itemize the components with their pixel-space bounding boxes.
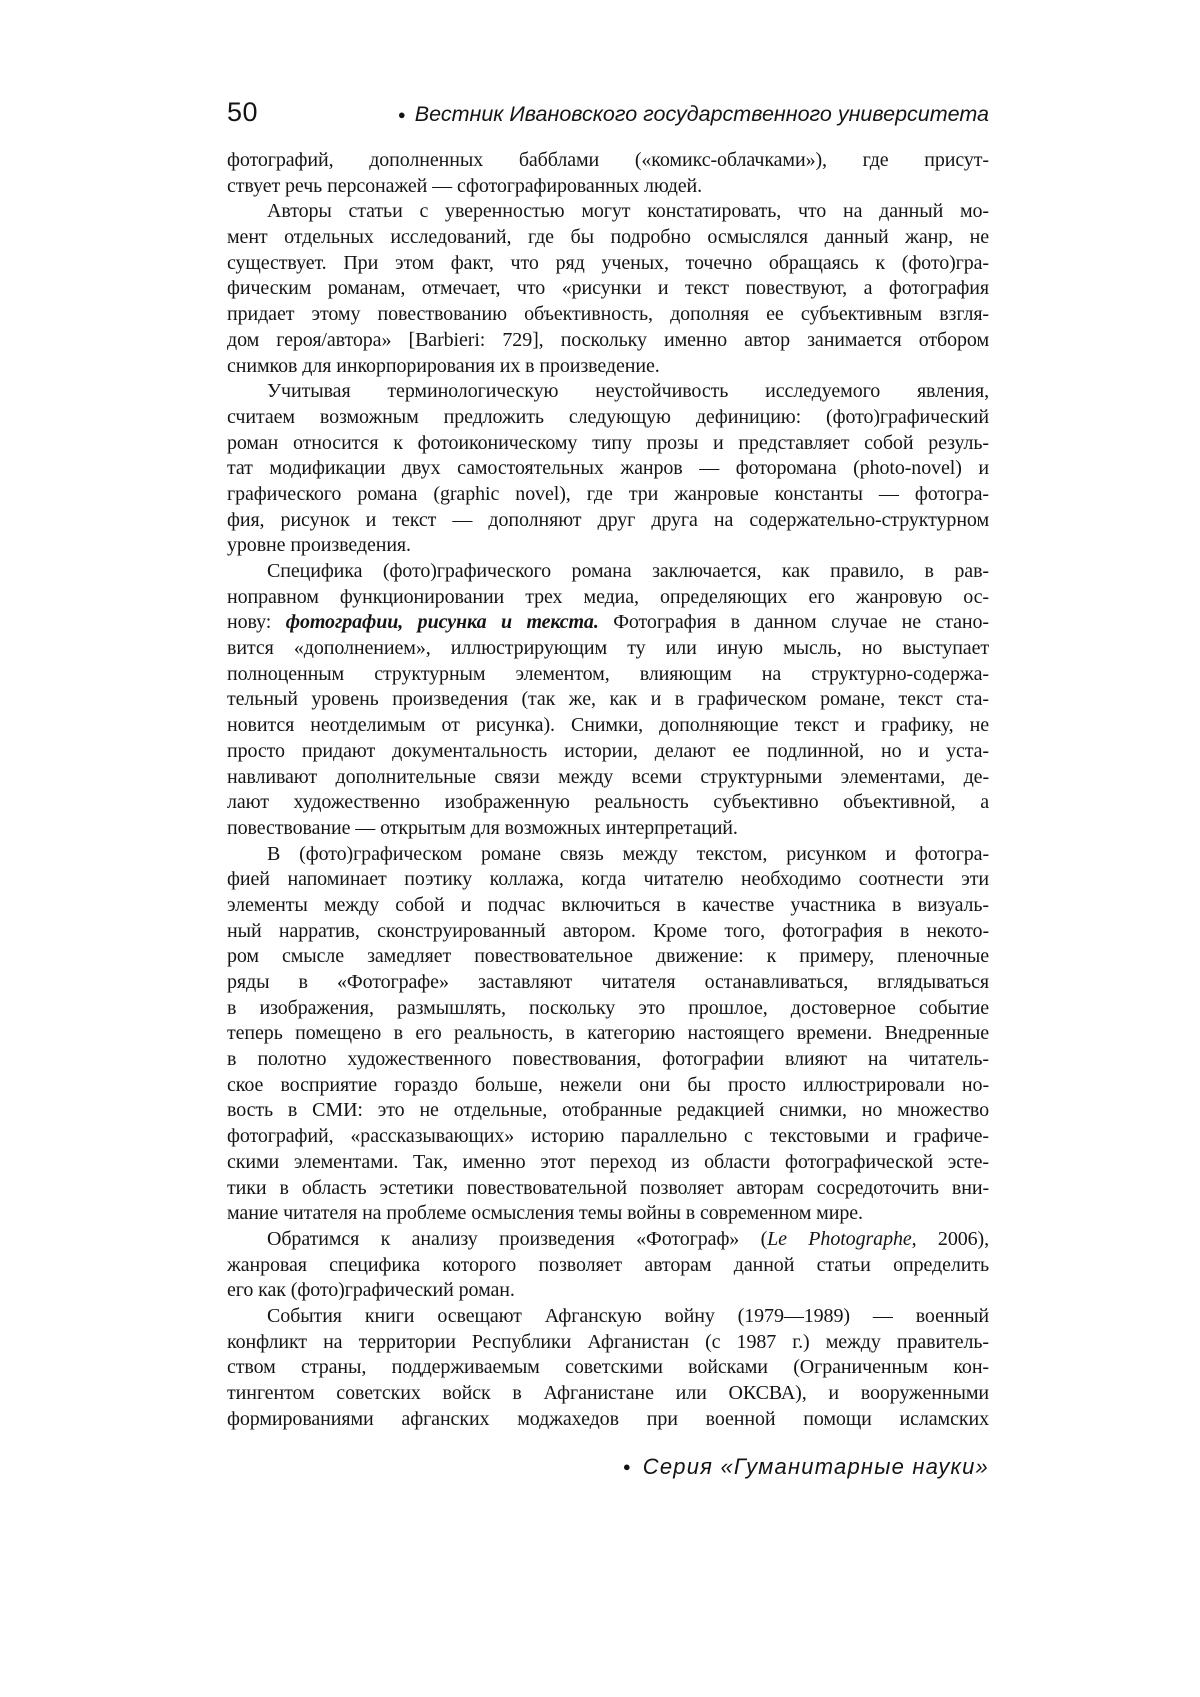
text-segment: Учитывая терминологическую неустойчивость исследуемого явления, — [267, 380, 989, 403]
text-segment: тат модификации двух самостоятельных жанров — фоторомана (photo-novel) и — [227, 457, 989, 480]
text-segment: вость в СМИ: это не отдельные, отобранные редакцией снимки, но множество — [227, 1099, 989, 1122]
text-segment: в изображения, размышлять, поскольку это прошлое, достоверное событие — [227, 996, 989, 1019]
text-line — [227, 199, 989, 225]
text-line — [227, 1098, 989, 1124]
text-line — [227, 431, 989, 457]
text-segment: , 2006), — [911, 1227, 989, 1250]
text-line — [227, 276, 989, 302]
text-line — [227, 1330, 989, 1356]
text-line — [227, 148, 989, 174]
bullet-icon: ● — [622, 1459, 631, 1474]
text-line — [227, 1176, 989, 1202]
text-line — [227, 328, 989, 354]
text-segment: ское восприятие гораздо больше, нежели они бы просто иллюстрировали но- — [227, 1073, 989, 1096]
text-line — [227, 1304, 989, 1330]
text-segment: дом героя/автора» [Barbieri: 729], поскольку именно автор занимается отбором — [227, 328, 989, 351]
text-segment: в полотно художественного повествования, фотографии влияют на читатель- — [227, 1048, 989, 1071]
text-segment: элементы между собой и подчас включиться в качестве участника в визуаль- — [227, 893, 989, 916]
text-segment: придает этому повествованию объективность, дополняя ее субъективным взгля- — [227, 303, 989, 326]
text-line — [227, 251, 989, 277]
text-segment: фия, рисунок и текст — дополняют друг друга на содержательно-структурном — [227, 508, 989, 531]
text-line — [227, 1278, 989, 1304]
text-segment: ствует речь персонажей — сфотографированных людей. — [227, 174, 703, 197]
text-line — [227, 1201, 989, 1227]
text-line — [227, 713, 989, 739]
text-line — [227, 739, 989, 765]
text-segment: роман относится к фотоиконическому типу прозы и представляет собой резуль- — [227, 431, 989, 454]
text-line — [227, 1253, 989, 1279]
text-segment: повествование — открытым для возможных интерпретаций. — [227, 816, 738, 839]
text-segment: тики в область эстетики повествовательной позволяет авторам сосредоточить вни- — [227, 1176, 989, 1199]
text-line — [227, 1124, 989, 1150]
text-line — [227, 1150, 989, 1176]
text-line — [227, 662, 989, 688]
text-line — [227, 1355, 989, 1381]
text-line — [227, 636, 989, 662]
text-line — [227, 533, 989, 559]
text-line — [227, 482, 989, 508]
emphasis-bold-italic: фотографии, рисунка и текста. — [285, 611, 599, 634]
text-segment: нову: — [227, 611, 286, 634]
emphasis-italic: Le Photographe — [767, 1227, 912, 1250]
text-line — [227, 970, 989, 996]
text-segment: графического романа (graphic novel), где три жанровые константы — фотогра- — [227, 482, 989, 505]
text-line — [227, 996, 989, 1022]
text-segment: Специфика (фото)графического романа заключается, как правило, в рав- — [267, 560, 989, 582]
text-line — [227, 456, 989, 482]
text-line — [227, 405, 989, 431]
header-title-text: Вестник Ивановского государственного университета — [414, 102, 989, 126]
text-segment: В (фото)графическом романе связь между текстом, рисунком и фотогра- — [267, 842, 989, 865]
text-segment: фотографий, «рассказывающих» историю параллельно с текстовыми и графиче- — [227, 1125, 989, 1148]
text-segment: уровне произведения. — [227, 534, 411, 557]
page-footer — [623, 1454, 989, 1480]
text-segment: мент отдельных исследований, где бы подробно осмыслялся данный жанр, не — [227, 226, 989, 249]
text-line — [227, 1073, 989, 1099]
text-line — [227, 302, 989, 328]
text-segment: полноценным структурным элементом, влияющим на структурно-содержа- — [227, 662, 989, 685]
text-segment: тингентом советских войск в Афганистане или ОКСВА), и вооруженными — [227, 1382, 989, 1404]
header-title — [398, 102, 989, 127]
text-segment: мание читателя на проблеме осмысления темы войны в современном мире. — [227, 1202, 863, 1225]
text-segment: снимков для инкорпорирования их в произведение. — [227, 354, 660, 377]
text-line — [227, 842, 989, 868]
text-line — [227, 174, 989, 200]
article-body — [227, 148, 989, 1432]
text-segment: ряды в «Фотографе» заставляют читателя останавливаться, вглядываться — [227, 971, 989, 993]
text-segment: просто придают документальность истории, делают ее подлинной, но и уста- — [227, 739, 989, 762]
text-segment: скими элементами. Так, именно этот переход из области фотографической эсте- — [227, 1150, 989, 1173]
text-segment: ром смысле замедляет повествовательное движение: к примеру, пленочные — [227, 945, 989, 968]
text-segment: События книги освещают Афганскую войну (1979—1989) — военный — [267, 1304, 989, 1327]
text-segment: теперь помещено в его реальность, в категорию настоящего времени. Внедренные — [227, 1022, 989, 1045]
text-segment: ный нарратив, сконструированный автором. Кроме того, фотография в некото- — [227, 919, 989, 942]
bullet-icon: ● — [397, 107, 406, 122]
text-segment: Обратимся к анализу произведения «Фотограф» ( — [267, 1227, 768, 1250]
text-line — [227, 559, 989, 585]
text-line — [227, 919, 989, 945]
text-line — [227, 1021, 989, 1047]
text-segment: считаем возможным предложить следующую дефиницию: (фото)графический — [227, 405, 989, 428]
text-line — [227, 508, 989, 534]
text-line — [227, 816, 989, 842]
text-line — [227, 790, 989, 816]
text-segment: ством страны, поддерживаемым советскими войсками (Ограниченным кон- — [227, 1356, 989, 1379]
text-line — [227, 1047, 989, 1073]
text-segment: конфликт на территории Республики Афганистан (с 1987 г.) между правитель- — [227, 1330, 989, 1353]
text-line — [227, 893, 989, 919]
text-segment: навливают дополнительные связи между всеми структурными элементами, де- — [227, 765, 989, 788]
footer-text: Серия «Гуманитарные науки» — [642, 1454, 989, 1479]
text-segment: Авторы статьи с уверенностью могут констатировать, что на данный мо- — [267, 200, 989, 223]
page-header — [227, 97, 989, 128]
text-segment: жанровая специфика которого позволяет авторам данной статьи определить — [227, 1253, 989, 1276]
text-segment: вится «дополнением», иллюстрирующим ту или иную мысль, но выступает — [227, 637, 989, 660]
text-line — [227, 687, 989, 713]
text-segment: новится неотделимым от рисунка). Снимки, дополняющие текст и графику, не — [227, 714, 989, 737]
page-number: 50 — [227, 97, 259, 127]
text-line — [227, 867, 989, 893]
text-segment: формированиями афганских моджахедов при военной помощи исламских — [227, 1407, 989, 1430]
text-segment: ноправном функционировании трех медиа, определяющих его жанровую ос- — [227, 585, 989, 608]
text-segment: фическим романам, отмечает, что «рисунки и текст повествуют, а фотография — [227, 277, 989, 300]
text-line — [227, 944, 989, 970]
text-line — [227, 1381, 989, 1407]
text-line — [227, 765, 989, 791]
text-line — [227, 1227, 989, 1253]
text-line — [227, 610, 989, 636]
text-line — [227, 1407, 989, 1433]
text-line — [227, 354, 989, 380]
text-segment: тельный уровень произведения (так же, как и в графическом романе, текст ста- — [227, 688, 989, 711]
text-segment: Фотография в данном случае не стано- — [598, 611, 989, 634]
text-segment: лают художественно изображенную реальность субъективно объективной, а — [227, 791, 989, 814]
text-line — [227, 585, 989, 611]
text-segment: существует. При этом факт, что ряд ученых, точечно обращаясь к (фото)гра- — [227, 251, 989, 274]
text-segment: фией напоминает поэтику коллажа, когда читателю необходимо соотнести эти — [227, 868, 989, 891]
text-segment: фотографий, дополненных бабблами («комикс-облачками»), где присут- — [227, 149, 989, 171]
text-line — [227, 225, 989, 251]
text-segment: его как (фото)графический роман. — [227, 1279, 515, 1302]
text-line — [227, 379, 989, 405]
